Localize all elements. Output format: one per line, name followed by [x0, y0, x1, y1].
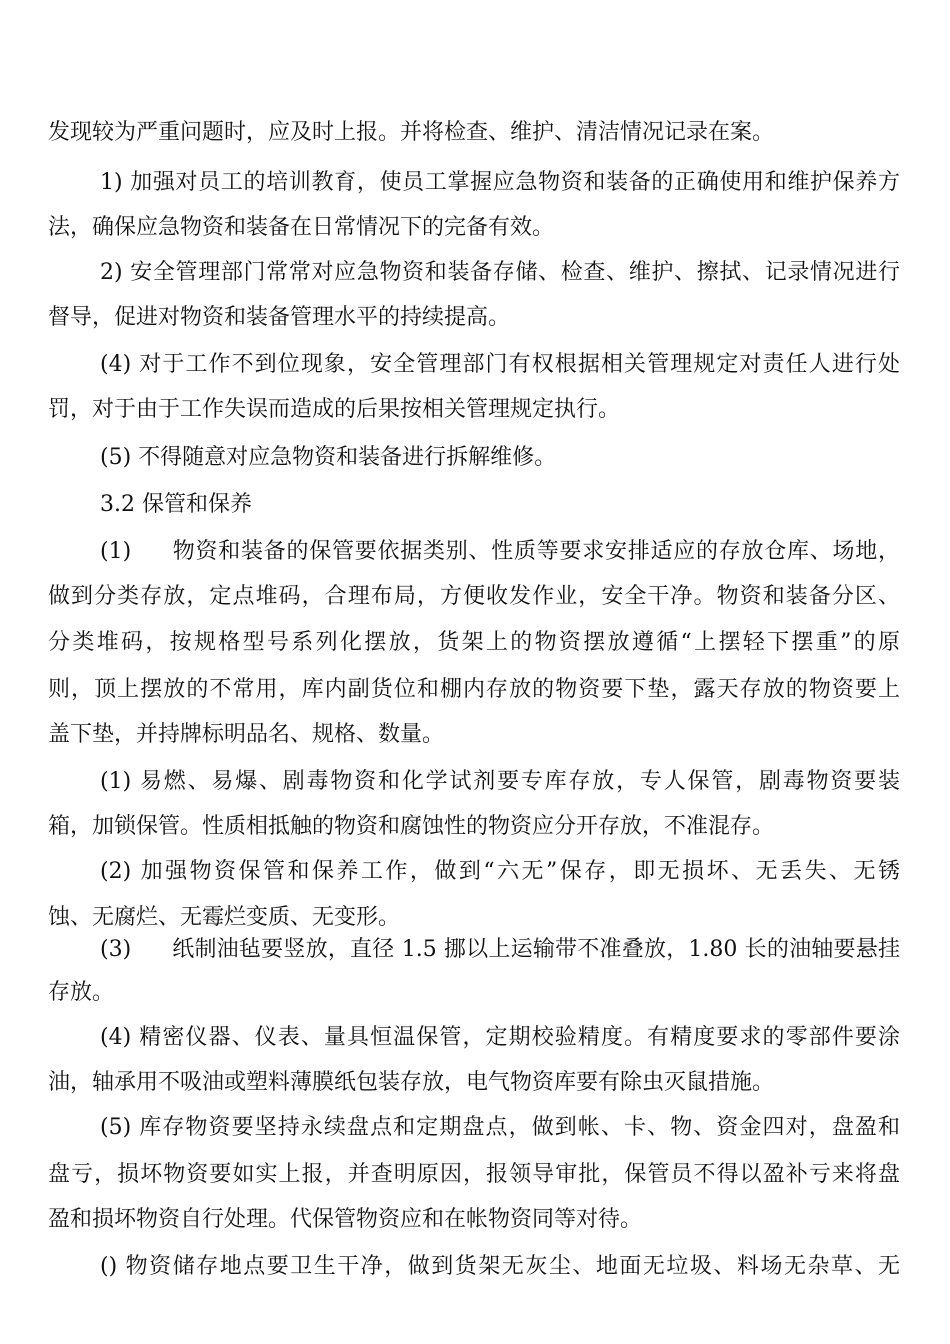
text-line: 箱，加锁保管。性质相抵触的物资和腐蚀性的物资应分开存放，不准混存。 — [48, 814, 775, 839]
text-line: 2) 安全管理部门常常对应急物资和装备存储、检查、维护、擦拭、记录情况进行 — [100, 260, 900, 285]
text-line: 盖下垫，并持牌标明品名、规格、数量。 — [48, 722, 445, 747]
text-line-body: 纸制油毡要竖放，直径 1.5 挪以上运输带不准叠放，1.80 长的油轴要悬挂 — [172, 937, 900, 962]
text-line: 法，确保应急物资和装备在日常情况下的完备有效。 — [48, 215, 555, 240]
text-line: 盈和损坏物资自行处理。代保管物资应和在帐物资同等对待。 — [48, 1207, 643, 1232]
text-line: 则，顶上摆放的不常用，库内副货位和棚内存放的物资要下垫，露天存放的物资要上 — [48, 677, 900, 702]
text-line: 督导，促进对物资和装备管理水平的持续提高。 — [48, 305, 511, 330]
text-line: 蚀、无腐烂、无霉烂变质、无变形。 — [48, 905, 401, 930]
text-line: (2) 加强物资保管和保养工作，做到“六无”保存，即无损坏、无丢失、无锈 — [100, 859, 900, 884]
text-line: 存放。 — [48, 980, 115, 1005]
text-line — [100, 537, 900, 567]
section-heading: 3.2 保管和保养 — [100, 492, 252, 517]
text-line: (5) 不得随意对应急物资和装备进行拆解维修。 — [100, 445, 557, 470]
text-line: (4) 精密仪器、仪表、量具恒温保管，定期校验精度。有精度要求的零部件要涂 — [100, 1025, 900, 1050]
text-line: 做到分类存放，定点堆码，合理布局，方便收发作业，安全干净。物资和装备分区、 — [48, 584, 900, 609]
text-line-body: 物资和装备的保管要依据类别、性质等要求安排适应的存放仓库、场地， — [172, 539, 900, 564]
text-line: 油，轴承用不吸油或塑料薄膜纸包装存放，电气物资库要有除虫灭鼠措施。 — [48, 1070, 775, 1095]
item-label: (1) — [100, 539, 132, 564]
text-line: 罚，对于由于工作失误而造成的后果按相关管理规定执行。 — [48, 397, 621, 422]
text-line: () 物资储存地点要卫生干净，做到货架无灰尘、地面无垃圾、料场无杂草、无 — [100, 1254, 900, 1279]
text-line: (4) 对于工作不到位现象，安全管理部门有权根据相关管理规定对责任人进行处 — [100, 352, 900, 377]
text-line: 分类堆码，按规格型号系列化摆放，货架上的物资摆放遵循“上摆轻下摆重”的原 — [48, 630, 900, 655]
text-line: (5) 库存物资要坚持永续盘点和定期盘点，做到帐、卡、物、资金四对，盘盈和 — [100, 1115, 900, 1140]
text-line: 发现较为严重问题时，应及时上报。并将检查、维护、清洁情况记录在案。 — [48, 120, 775, 145]
text-line — [100, 935, 900, 965]
text-line: 1) 加强对员工的培训教育，使员工掌握应急物资和装备的正确使用和维护保养方 — [100, 170, 900, 195]
item-label: (3) — [100, 937, 132, 962]
text-line: 盘亏，损坏物资要如实上报，并查明原因，报领导审批，保管员不得以盈补亏来将盘 — [48, 1162, 900, 1187]
text-line: (1) 易燃、易爆、剧毒物资和化学试剂要专库存放，专人保管，剧毒物资要装 — [100, 769, 900, 794]
